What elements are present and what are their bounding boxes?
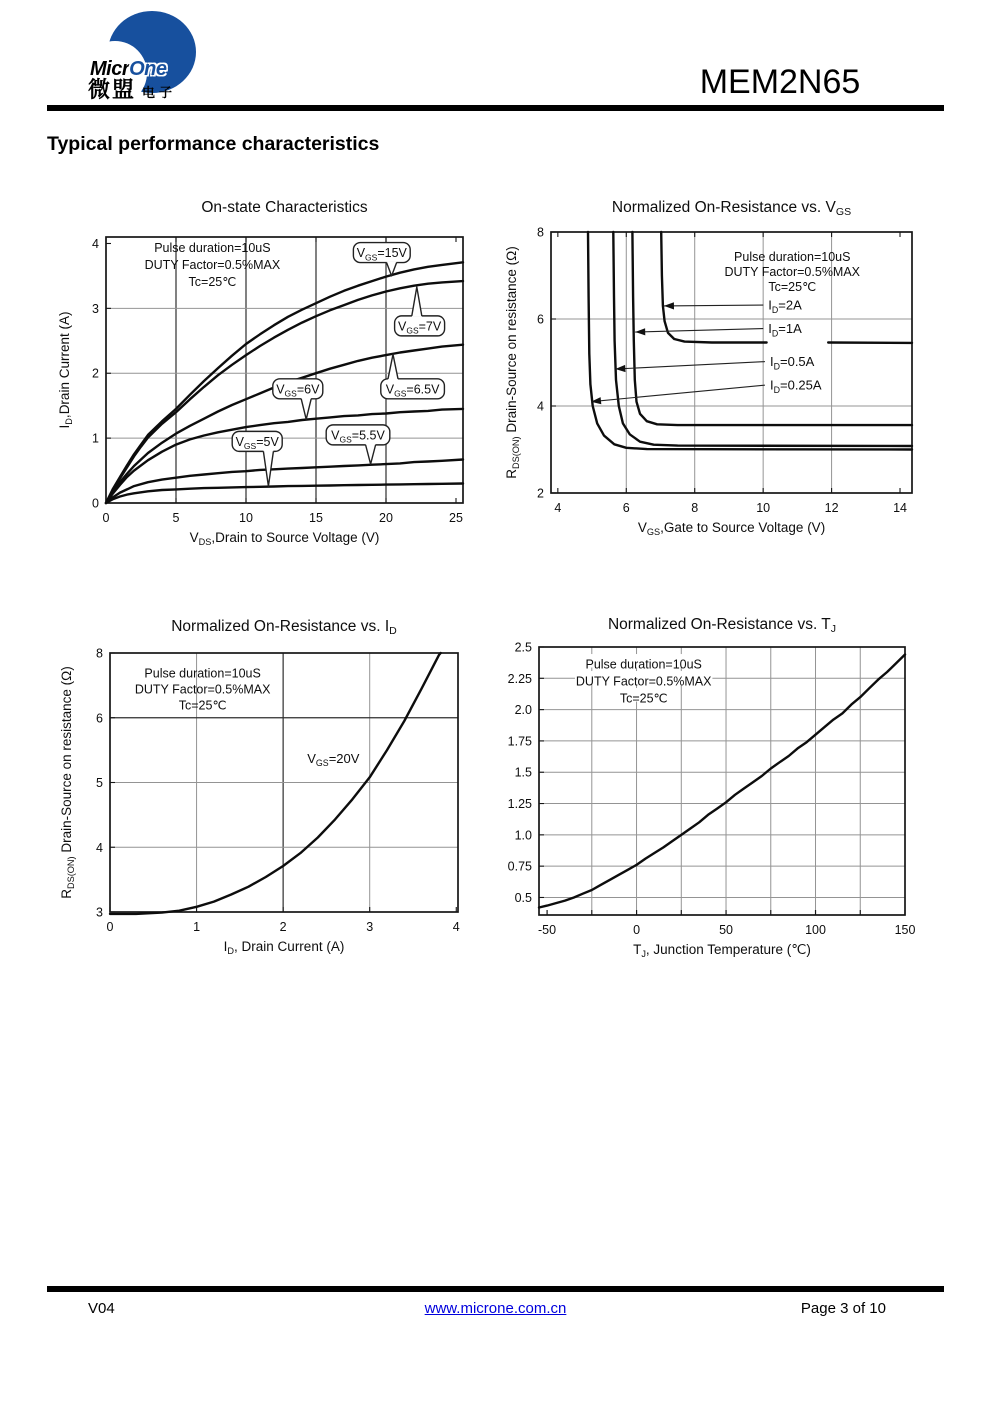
svg-text:VGS=5V: $V_{GS}=5V$ (235, 434, 279, 452)
svg-text:2: 2 (92, 366, 99, 381)
svg-text:Tc=25℃: Tc=25℃ (188, 275, 237, 290)
svg-text:0: 0 (102, 511, 110, 525)
svg-text:VGS=7V: $V_{GS}=7V$ (397, 319, 442, 336)
svg-text:20: 20 (379, 511, 393, 525)
svg-text:RDS(ON) Drain-Source on resist: $R_{DS(ON)}$ Drain-Source on resistance (Ω) (59, 666, 77, 899)
svg-text:2.25: 2.25 (507, 671, 532, 686)
chart-ron-vs-tj (495, 608, 955, 966)
svg-text:2.5: 2.5 (514, 640, 532, 655)
svg-text:Pulse duration=10uS: Pulse duration=10uS (585, 657, 702, 672)
svg-text:Tc=25℃: Tc=25℃ (178, 698, 227, 713)
svg-text:5: 5 (172, 511, 180, 525)
chart-title-on-state: On-state Characteristics (201, 199, 368, 216)
chart-canvas-ron-vs-vgs (495, 196, 955, 554)
svg-text:ID=1A: $I_D=1A$ (768, 321, 802, 339)
svg-text:VGS=6.5V: $V_{GS}=6.5V$ (385, 382, 440, 399)
footer-version: V04 (88, 1300, 115, 1317)
logo-chinese-subname: 电子 (142, 85, 177, 100)
svg-text:8: 8 (96, 646, 103, 661)
svg-text:1: 1 (92, 431, 99, 446)
svg-text:12: 12 (824, 501, 839, 515)
svg-text:2.0: 2.0 (514, 703, 532, 718)
svg-text:25: 25 (449, 511, 463, 525)
svg-text:VGS=5.5V: $V_{GS}=5.5V$ (331, 428, 385, 445)
svg-text:0: 0 (92, 496, 99, 511)
company-logo (85, 8, 217, 108)
svg-text:6: 6 (537, 312, 544, 327)
chart-title-ron-vs-vgs: Normalized On-Resistance vs. $V_{GS}$ (611, 199, 852, 219)
product-title: MEM2N65 (699, 63, 861, 101)
logo-brand-prefix: Micr (90, 58, 130, 80)
chart-on-state-characteristics (55, 196, 475, 554)
svg-text:0.75: 0.75 (507, 859, 532, 874)
svg-text:3: 3 (92, 301, 99, 316)
svg-text:VGS=6V: $V_{GS}=6V$ (276, 382, 320, 399)
svg-text:DUTY Factor=0.5%MAX: DUTY Factor=0.5%MAX (134, 682, 271, 697)
svg-text:VGS=20V: $V_{GS}=20V$ (307, 751, 360, 769)
svg-text:4: 4 (96, 840, 103, 855)
svg-text:4: 4 (92, 236, 99, 251)
svg-text:ID=2A: $I_D=2A$ (768, 297, 802, 315)
svg-text:TJ, Junction Temperature (℃): $T_J$, Junction Temperature (℃) (633, 942, 811, 960)
chart-ron-vs-vgs (495, 196, 955, 554)
header-rule (47, 105, 944, 111)
chart-canvas-ron-vs-id (55, 608, 475, 966)
logo-brand-suffix: One (129, 58, 167, 80)
svg-text:50: 50 (719, 923, 733, 937)
svg-text:4: 4 (554, 501, 562, 515)
svg-text:4: 4 (537, 399, 544, 414)
svg-text:4: 4 (452, 920, 460, 934)
svg-text:2: 2 (279, 920, 287, 934)
logo-chinese-name: 微盟 (88, 77, 137, 102)
svg-text:Tc=25℃: Tc=25℃ (768, 280, 817, 295)
chart-ron-vs-id (55, 608, 475, 966)
chart-canvas-on-state (55, 196, 475, 554)
footer-page-indicator: Page 3 of 10 (800, 1300, 886, 1317)
svg-text:ID, Drain Current (A): $I_D$, Drain Current (A) (223, 939, 345, 957)
svg-text:15: 15 (309, 511, 323, 525)
svg-text:DUTY Factor=0.5%MAX: DUTY Factor=0.5%MAX (144, 258, 281, 273)
svg-text:VGS=15V: $V_{GS}=15V$ (356, 246, 407, 263)
svg-text:ID=0.25A: $I_D=0.25A$ (769, 377, 822, 395)
svg-text:1.25: 1.25 (507, 797, 532, 812)
svg-text:RDS(ON) Drain-Source on resist: $R_{DS(ON)}$ Drain-Source on resistance (Ω) (504, 246, 522, 479)
svg-text:Tc=25℃: Tc=25℃ (619, 691, 668, 706)
section-title: Typical performance characteristics (47, 133, 380, 155)
svg-text:VGS,Gate to Source Voltage (V): $V_{GS},Gate$ to Source Voltage (V) (637, 520, 826, 538)
svg-text:1.0: 1.0 (514, 828, 532, 843)
svg-text:10: 10 (239, 511, 253, 525)
svg-text:0: 0 (633, 923, 641, 937)
svg-text:1.75: 1.75 (507, 734, 532, 749)
svg-text:2: 2 (537, 486, 544, 501)
svg-text:3: 3 (366, 920, 374, 934)
svg-text:Pulse duration=10uS: Pulse duration=10uS (154, 241, 271, 256)
svg-text:DUTY Factor=0.5%MAX: DUTY Factor=0.5%MAX (724, 265, 861, 280)
svg-text:1.5: 1.5 (514, 765, 532, 780)
svg-text:100: 100 (805, 923, 826, 937)
svg-text:ID=0.5A: $I_D=0.5A$ (769, 354, 815, 372)
svg-text:6: 6 (96, 711, 103, 726)
svg-text:0.5: 0.5 (514, 890, 532, 905)
svg-text:DUTY Factor=0.5%MAX: DUTY Factor=0.5%MAX (575, 674, 712, 689)
chart-canvas-ron-vs-tj (495, 608, 955, 966)
chart-title-ron-vs-tj: Normalized On-Resistance vs. $T_J$ (607, 616, 837, 636)
svg-text:VDS,Drain to Source Voltage (V: $V_{DS},Drain$ to Source Voltage (V) (189, 530, 380, 548)
svg-text:3: 3 (96, 905, 103, 920)
svg-text:14: 14 (893, 501, 907, 515)
footer-rule (47, 1286, 944, 1292)
svg-text:6: 6 (622, 501, 630, 515)
svg-text:150: 150 (894, 923, 916, 937)
svg-text:10: 10 (756, 501, 771, 515)
svg-text:-50: -50 (538, 923, 557, 937)
svg-text:ID,Drain Current (A): $I_D,Drain$ Current (A) (57, 311, 75, 429)
svg-text:0: 0 (106, 920, 114, 934)
chart-title-ron-vs-id: Normalized On-Resistance vs. $I_D$ (171, 618, 397, 638)
svg-text:8: 8 (691, 501, 699, 515)
svg-text:Pulse duration=10uS: Pulse duration=10uS (734, 250, 851, 265)
footer-website-link[interactable]: www.microne.com.cn (424, 1300, 567, 1317)
svg-text:5: 5 (96, 776, 103, 790)
svg-text:1: 1 (193, 920, 201, 934)
svg-text:8: 8 (537, 225, 544, 240)
svg-text:Pulse duration=10uS: Pulse duration=10uS (144, 666, 261, 681)
